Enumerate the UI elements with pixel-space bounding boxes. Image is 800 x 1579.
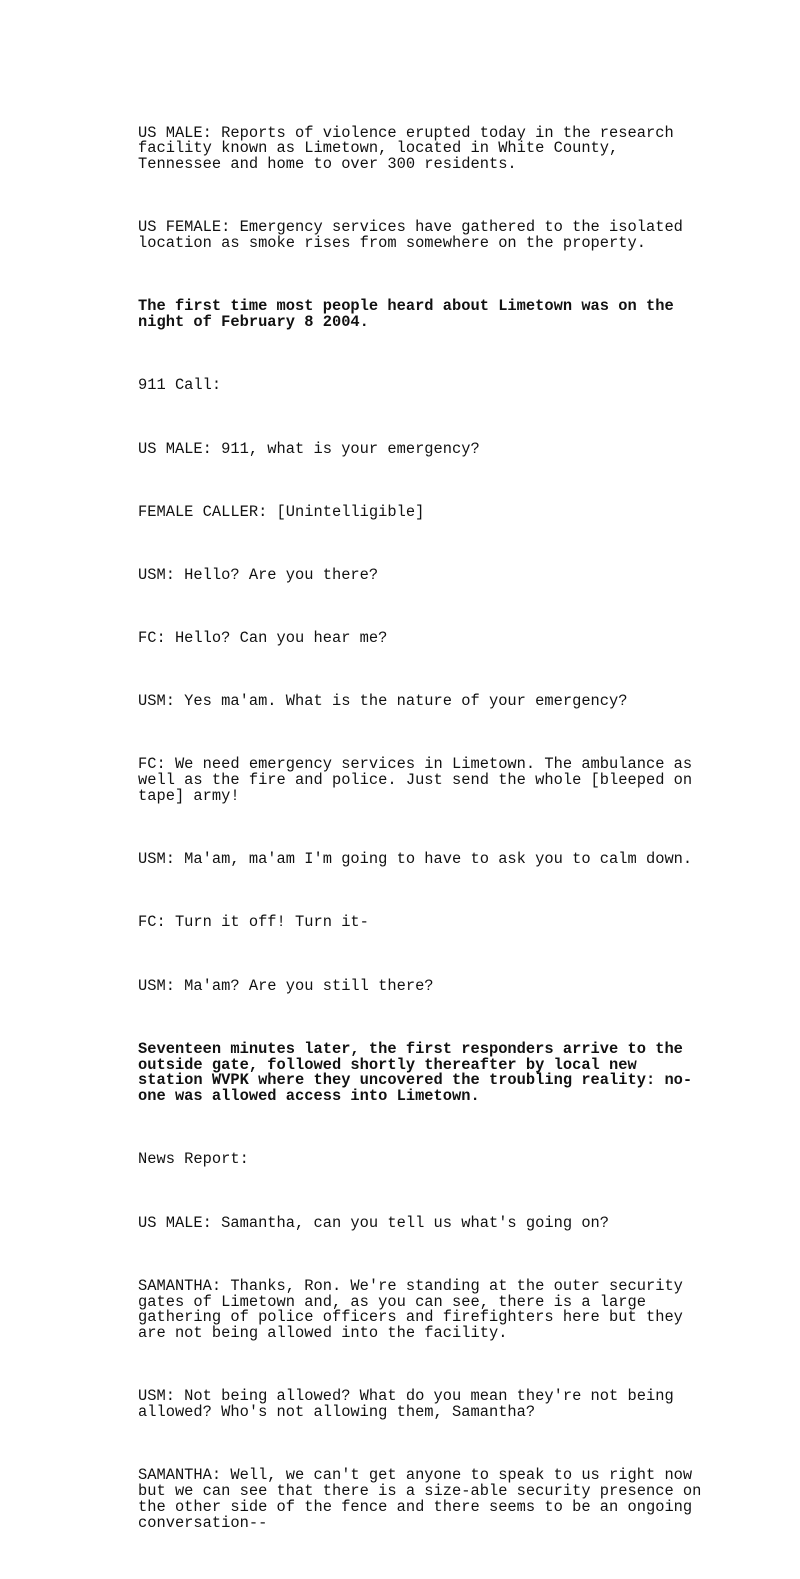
paragraph-16: US MALE: Samantha, can you tell us what's going on?	[138, 1213, 610, 1232]
paragraph-12: FC: Turn it off! Turn it-	[138, 913, 369, 932]
paragraph-9: USM: Yes ma'am. What is the nature of your emergency?	[138, 692, 628, 711]
paragraph-2: US FEMALE: Emergency services have gathered to the isolated location as smoke rises from somewhere on the property.	[138, 218, 683, 253]
paragraph-6: FEMALE CALLER: [Unintelligible]	[138, 502, 425, 521]
section-heading-news-report: News Report:	[138, 1150, 249, 1169]
paragraph-17: SAMANTHA: Thanks, Ron. We're standing at the outer security gates of Limetown and, as you can see, there is a large gathering of police officers and firefighters here but they are not being allowed into the facility.	[138, 1276, 683, 1343]
paragraph-8: FC: Hello? Can you hear me?	[138, 629, 388, 648]
transcript-body	[138, 94, 718, 1579]
narration-paragraph-2: Seventeen minutes later, the first responders arrive to the outside gate, followed shortly thereafter by local new station WVPK where they uncovered the troubling reality: no- one was allowed access into Limetown.	[138, 1039, 693, 1106]
paragraph-13: USM: Ma'am? Are you still there?	[138, 976, 434, 995]
paragraph-1: US MALE: Reports of violence erupted today in the research facility known as Limetown, located in White County, Tennessee and home to over 300 residents.	[138, 123, 674, 174]
section-heading-911-call: 911 Call:	[138, 376, 222, 395]
paragraph-7: USM: Hello? Are you there?	[138, 565, 379, 584]
paragraph-10: FC: We need emergency services in Limetown. The ambulance as well as the fire and police. Just send the whole [bleeped on tape] army!	[138, 755, 693, 806]
narration-paragraph-1: The first time most people heard about Limetown was on the night of February 8 2004.	[138, 297, 674, 332]
paragraph-18: USM: Not being allowed? What do you mean they're not being allowed? Who's not allowing them, Samantha?	[138, 1387, 674, 1422]
paragraph-11: USM: Ma'am, ma'am I'm going to have to ask you to calm down.	[138, 850, 693, 869]
paragraph-5: US MALE: 911, what is your emergency?	[138, 439, 480, 458]
paragraph-19: SAMANTHA: Well, we can't get anyone to speak to us right now but we can see that there is a size-able security presence on the other side of the fence and there seems to be an ongoing conversation--	[138, 1466, 702, 1532]
